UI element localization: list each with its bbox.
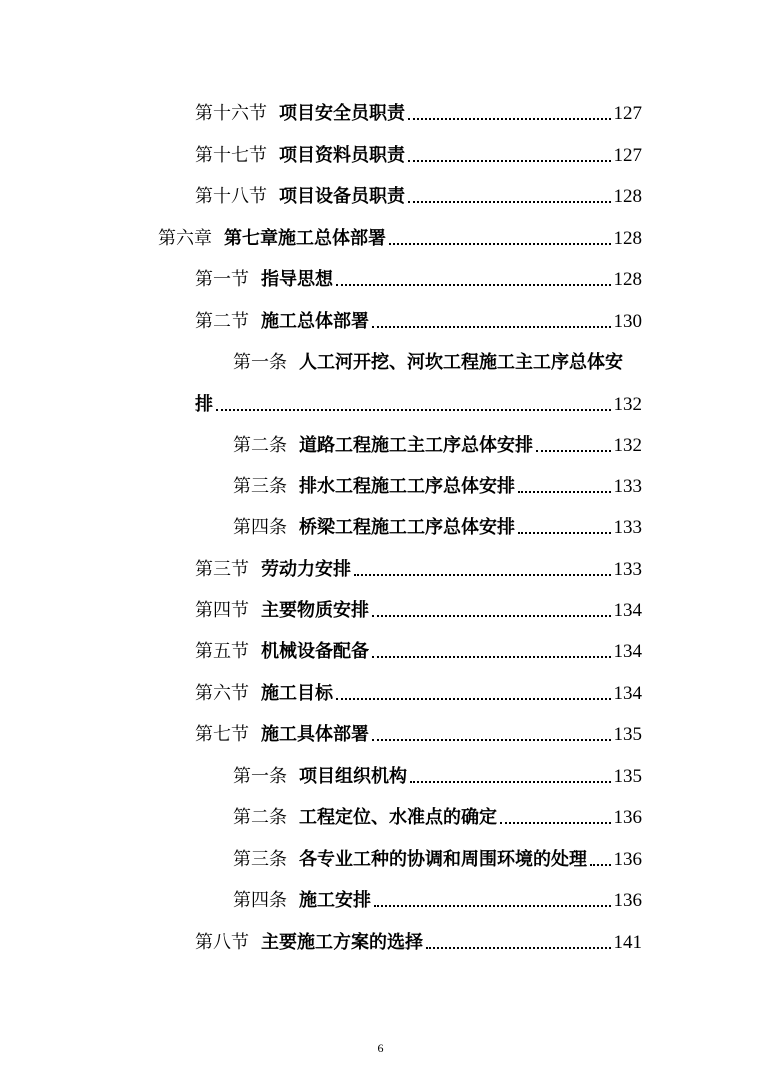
toc-leader: [408, 160, 611, 162]
toc-page-number: 127: [613, 145, 642, 166]
toc-entry[interactable]: [233, 841, 642, 871]
toc-title: 项目资料员职责: [279, 145, 405, 166]
toc-leader: [336, 698, 611, 700]
toc-leader: [410, 781, 611, 783]
toc-leader: [372, 326, 611, 328]
toc-entry[interactable]: [195, 675, 642, 705]
toc-page-number: 133: [613, 476, 642, 497]
toc-leader: [336, 284, 611, 286]
toc-page-number: 133: [613, 559, 642, 580]
toc-entry[interactable]: [195, 633, 642, 663]
toc-title: 机械设备配备: [261, 641, 369, 662]
toc-label: 第六节: [195, 683, 249, 704]
toc-page-number: 141: [613, 932, 642, 953]
toc-label: 第四节: [195, 600, 249, 621]
toc-label: 第十六节: [195, 103, 267, 124]
toc-entry[interactable]: [233, 882, 642, 912]
toc-title: 各专业工种的协调和周围环境的处理: [299, 849, 587, 870]
toc-title: 项目组织机构: [299, 766, 407, 787]
toc-entry[interactable]: [195, 137, 642, 167]
page-footer-number: 6: [377, 1041, 384, 1055]
toc-entry[interactable]: [233, 799, 642, 829]
toc-title: 道路工程施工主工序总体安排: [299, 435, 533, 456]
toc-page-number: 134: [613, 683, 642, 704]
toc-label: 第八节: [195, 932, 249, 953]
toc-page-number: 130: [613, 311, 642, 332]
toc-entry[interactable]: [195, 95, 642, 125]
toc-page-number: 127: [613, 103, 642, 124]
toc-label: 第二条: [233, 435, 287, 456]
toc-title: 项目设备员职责: [279, 186, 405, 207]
toc-page-number: 136: [613, 849, 642, 870]
toc-page-number: 134: [613, 641, 642, 662]
toc-leader: [372, 656, 611, 658]
toc-entry[interactable]: [233, 758, 642, 788]
toc-label: 第一节: [195, 269, 249, 290]
toc-label: 第一条: [233, 766, 287, 787]
toc-entry[interactable]: [158, 220, 642, 250]
toc-label: 第四条: [233, 890, 287, 911]
toc-label: 第三节: [195, 559, 249, 580]
toc-entry[interactable]: [195, 178, 642, 208]
toc-leader: [408, 201, 611, 203]
toc-title: 指导思想: [261, 269, 333, 290]
toc-title: 施工具体部署: [261, 724, 369, 745]
toc-entry[interactable]: [195, 261, 642, 291]
toc-label: 第十八节: [195, 186, 267, 207]
toc-page-number: 132: [613, 394, 642, 415]
toc-page-number: 128: [613, 186, 642, 207]
toc-entry[interactable]: [233, 427, 642, 457]
toc-label: 第六章: [158, 228, 212, 249]
toc-label: 第五节: [195, 641, 249, 662]
toc-page-number: 135: [613, 766, 642, 787]
toc-title: 排水工程施工工序总体安排: [299, 476, 515, 497]
toc-leader: [408, 118, 611, 120]
toc-page-number: 135: [613, 724, 642, 745]
toc-entry[interactable]: [195, 924, 642, 954]
toc-page-number: 133: [613, 517, 642, 538]
toc-page-number: 128: [613, 228, 642, 249]
toc-entry-wrapped-first-line[interactable]: [233, 352, 623, 374]
toc-page-number: 136: [613, 807, 642, 828]
toc-page-number: 132: [613, 435, 642, 456]
toc-entry[interactable]: [195, 303, 642, 333]
toc-title: 施工总体部署: [261, 311, 369, 332]
toc-leader: [216, 409, 611, 411]
toc-title: 劳动力安排: [261, 559, 351, 580]
toc-leader: [372, 739, 611, 741]
toc-leader: [536, 450, 611, 452]
toc-leader: [374, 905, 611, 907]
toc-label: 第二条: [233, 807, 287, 828]
toc-title: 主要物质安排: [261, 600, 369, 621]
toc-title: 人工河开挖、河坎工程施工主工序总体安: [299, 352, 623, 373]
toc-title: 主要施工方案的选择: [261, 932, 423, 953]
toc-leader: [590, 864, 611, 866]
toc-entry-wrapped-continuation[interactable]: [195, 386, 642, 416]
toc-entry[interactable]: [233, 468, 642, 498]
toc-title: 工程定位、水准点的确定: [299, 807, 497, 828]
toc-leader: [518, 532, 611, 534]
toc-title: 项目安全员职责: [279, 103, 405, 124]
toc-leader: [389, 243, 611, 245]
toc-page-number: 134: [613, 600, 642, 621]
toc-entry[interactable]: [233, 509, 642, 539]
toc-label: 第十七节: [195, 145, 267, 166]
toc-label: 第三条: [233, 849, 287, 870]
toc-leader: [372, 615, 611, 617]
toc-title: 桥梁工程施工工序总体安排: [299, 517, 515, 538]
toc-label: 第七节: [195, 724, 249, 745]
toc-page-number: 128: [613, 269, 642, 290]
toc-title: 施工安排: [299, 890, 371, 911]
toc-entry[interactable]: [195, 551, 642, 581]
toc-leader: [354, 574, 611, 576]
toc-title: 第七章施工总体部署: [224, 228, 386, 249]
toc-leader: [426, 947, 611, 949]
toc-title: 施工目标: [261, 683, 333, 704]
toc-label: 第四条: [233, 517, 287, 538]
toc-entry[interactable]: [195, 716, 642, 746]
toc-label: 第二节: [195, 311, 249, 332]
toc-leader: [500, 822, 611, 824]
toc-label: 第三条: [233, 476, 287, 497]
toc-label: 第一条: [233, 352, 287, 373]
toc-title-continuation: 排: [195, 394, 213, 415]
toc-page-number: 136: [613, 890, 642, 911]
toc-leader: [518, 491, 611, 493]
toc-entry[interactable]: [195, 592, 642, 622]
